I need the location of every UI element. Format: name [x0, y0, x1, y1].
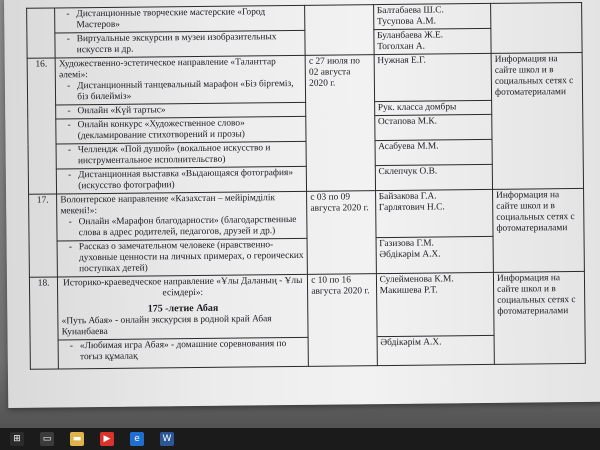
table-row: [29, 271, 585, 340]
responsible-name: Сулейменова К.М.: [379, 274, 454, 286]
date-range: с 03 по 09 августа 2020 г.: [307, 191, 376, 275]
responsible-name: Тусупова А.М.: [376, 16, 436, 28]
table-row: [29, 188, 584, 241]
note-text: Информация на сайте школ и в социальных сетях с фотоматериалами: [494, 54, 574, 98]
responsible-name: Байзакова Г.А.: [378, 191, 437, 203]
responsible-name: Әбдікәрім А.Х.: [377, 335, 495, 365]
note-text: Информация на сайте школ и в социальных сетях с фотоматериалами: [496, 190, 575, 234]
row-number: 17.: [29, 194, 58, 277]
date-range: с 27 июля по 02 августа 2020 г.: [305, 55, 375, 192]
responsible-name: Әбдікәрім А.Х.: [379, 249, 441, 261]
list-item: - Челлендж «Пой душой» (вокальное искусство и инструментальное исполнительство): [60, 143, 303, 168]
responsible-name: Асабуева М.М.: [375, 139, 493, 165]
date-range: с 10 по 16 августа 2020 г.: [308, 274, 377, 367]
responsible-name: Остапова М.К.: [374, 114, 492, 140]
file-explorer-icon[interactable]: ▬: [70, 432, 84, 446]
list-item: - Дистанционная выставка «Выдающаяся фотография» (искусство фотографии): [60, 168, 303, 193]
list-item: - Рассказ о замечательном человеке (нравственно-духовные ценности на личных примерах, о героических поступках детей): [61, 240, 304, 276]
media-player-icon[interactable]: ▶: [100, 432, 114, 446]
table-row: [27, 2, 582, 33]
responsible-name: Склепчук О.В.: [375, 164, 493, 190]
lead-item: «Путь Абая» - онлайн экскурсия в родной край Абая Кунанбаева: [61, 314, 272, 338]
section-title: Историко-краеведческое направление «Ұлы Даланың - Ұлы есімдері»:: [63, 275, 303, 299]
row-number: 18.: [29, 277, 58, 369]
taskbar: [0, 428, 600, 450]
responsible-name: Макишева Р.Т.: [379, 285, 438, 297]
browser-icon[interactable]: e: [130, 432, 144, 446]
plan-table: [26, 2, 586, 370]
table-row: [27, 52, 582, 105]
responsible-name: Гарлятович Н.С.: [378, 202, 445, 214]
responsible-name: Рук. класса домбры: [374, 100, 491, 115]
responsible-name: Буланбаева Ж.Е.: [377, 30, 444, 42]
document-page: [4, 0, 600, 408]
subtitle: 175 -летие Абая: [147, 302, 219, 315]
responsible-name: Нужная Е.Г.: [374, 53, 492, 101]
task-view-icon[interactable]: ▭: [40, 432, 54, 446]
section-title: Художественно-эстетическое направление «Таланттар әлемі»:: [58, 57, 276, 81]
list-item: - «Любимая игра Абая» - домашние соревнования по тоғыз құмалақ: [62, 339, 305, 364]
row-number: 16.: [27, 58, 57, 194]
list-item: - Дистанционный танцевальный марафон «Біз біргеміз, біз билейміз»: [59, 79, 302, 104]
section-title: Волонтерское направление «Казахстан – мейірімділік мекені!»:: [60, 193, 276, 217]
responsible-name: Газизова Г.М.: [379, 238, 434, 250]
word-icon[interactable]: W: [160, 432, 174, 446]
note-text: Информация на сайте школ и в социальных сетях с фотоматериалами: [496, 273, 576, 317]
list-item: - Онлайн конкурс «Художественное слово» (декламирование стихотворений и прозы): [60, 118, 303, 143]
responsible-name: Балтабаева Ш.С.: [376, 5, 444, 17]
start-icon[interactable]: ⊞: [10, 432, 24, 446]
list-item: - Дистанционные творческие мастерские «Город Мастеров»: [58, 7, 301, 32]
responsible-name: Тоголхан А.: [377, 41, 426, 53]
list-item: - Онлайн «Күй тартыс»: [59, 104, 302, 118]
list-item: - Виртуальные экскурсии в музеи изобразительных искусств и др.: [59, 32, 302, 57]
list-item: - Онлайн «Марафон благодарности» (благодарственные слова в адрес родителей, педагогов, друзей и др.): [61, 215, 304, 240]
